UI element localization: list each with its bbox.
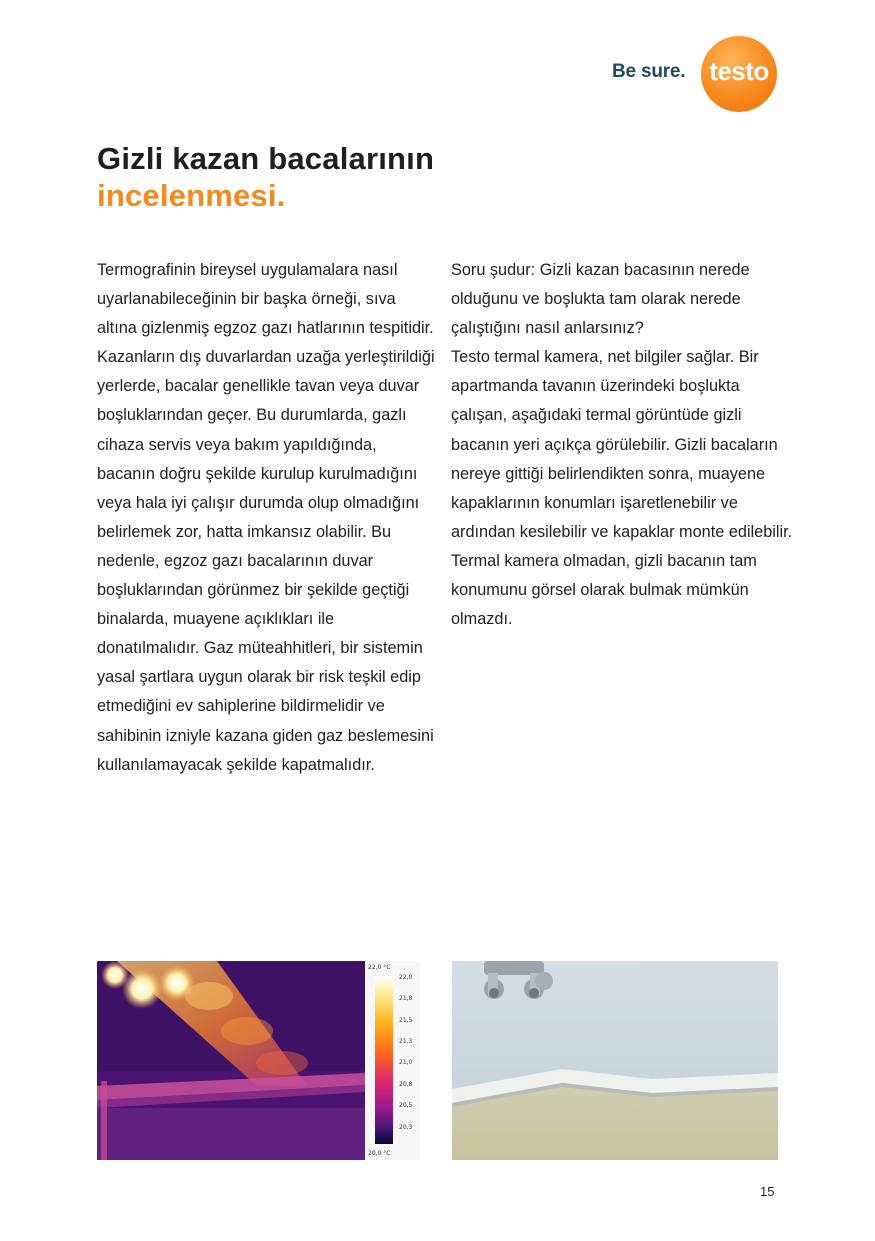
page-number: 15 bbox=[760, 1184, 775, 1199]
title-line-1: Gizli kazan bacalarının bbox=[97, 141, 435, 176]
page-title bbox=[97, 140, 434, 214]
scale-tick-label: 21,8 bbox=[399, 995, 413, 1002]
scale-tick-label: 21,5 bbox=[399, 1017, 413, 1024]
body-column-left bbox=[97, 256, 437, 780]
thermal-image-graphic bbox=[97, 961, 365, 1160]
visual-photo bbox=[452, 961, 778, 1160]
scale-tick-label: 20,5 bbox=[399, 1102, 413, 1109]
brand-tagline: Be sure. bbox=[612, 61, 686, 82]
scale-min-label: 20,0 °C bbox=[368, 1150, 391, 1157]
scale-tick-label: 22,0 bbox=[399, 974, 413, 981]
scale-tick-label: 21,3 bbox=[399, 1038, 413, 1045]
title-line-2: incelenmesi. bbox=[97, 178, 286, 213]
body-paragraph: Testo termal kamera, net bilgiler sağlar. Bir apartmanda tavanın üzerindeki boşlukta çalışan, aşağıdaki termal görüntüde gizli bacanın yeri açıkça görülebilir. Gizli bacaların nereye gittiği belirlendikten sonra, muayene kapaklarının konumları işaretlenebilir ve ardından kesilebilir ve kapaklar monte edilebilir. Termal kamera olmadan, gizli bacanın tam konumunu görsel olarak bulmak mümkün olmazdı. bbox=[451, 348, 793, 629]
scale-tick-label: 20,8 bbox=[399, 1081, 413, 1088]
thermal-image bbox=[97, 961, 365, 1160]
brand-header bbox=[612, 36, 782, 112]
visual-photo-graphic bbox=[452, 961, 778, 1160]
scale-max-label: 22,0 °C bbox=[368, 964, 391, 971]
body-paragraph: Termografinin bireysel uygulamalara nasıl uyarlanabileceğinin bir başka örneği, sıva altına gizlenmiş egzoz gazı hatlarının tespitidir. Kazanların dış duvarlardan uzağa yerleştirildiği yerlerde, bacalar genellikle tavan veya duvar boşluklarından geçer. Bu durumlarda, gazlı cihaza servis veya bakım yapıldığında, bacanın doğru şekilde kurulup kurulmadığını veya hala iyi çalışır durumda olup olmadığını belirlemek zor, hatta imkansız olabilir. Bu nedenle, egzoz gazı bacalarının duvar boşluklarından görünmez bir şekilde geçtiği binalarda, muayene açıklıkları ile donatılmalıdır. Gaz müteahhitleri, bir sistemin yasal şartlara uygun olarak bir risk teşkil edip etmediğini ev sahiplerine bildirmelidir ve sahibinin izniyle kazana giden gaz beslemesini kullanılamayacak şekilde kapatmalıdır. bbox=[97, 261, 435, 774]
scale-tick-label: 21,0 bbox=[399, 1059, 413, 1066]
body-column-right bbox=[451, 256, 796, 634]
scale-tick-label: 20,3 bbox=[399, 1124, 413, 1131]
testo-logo bbox=[701, 36, 777, 112]
testo-logo-text: testo bbox=[709, 56, 769, 86]
temperature-scale bbox=[365, 961, 420, 1160]
body-paragraph: Soru şudur: Gizli kazan bacasının nerede olduğunu ve boşlukta tam olarak nerede çalıştığını nasıl anlarsınız? bbox=[451, 261, 750, 338]
temperature-color-bar bbox=[375, 976, 393, 1144]
